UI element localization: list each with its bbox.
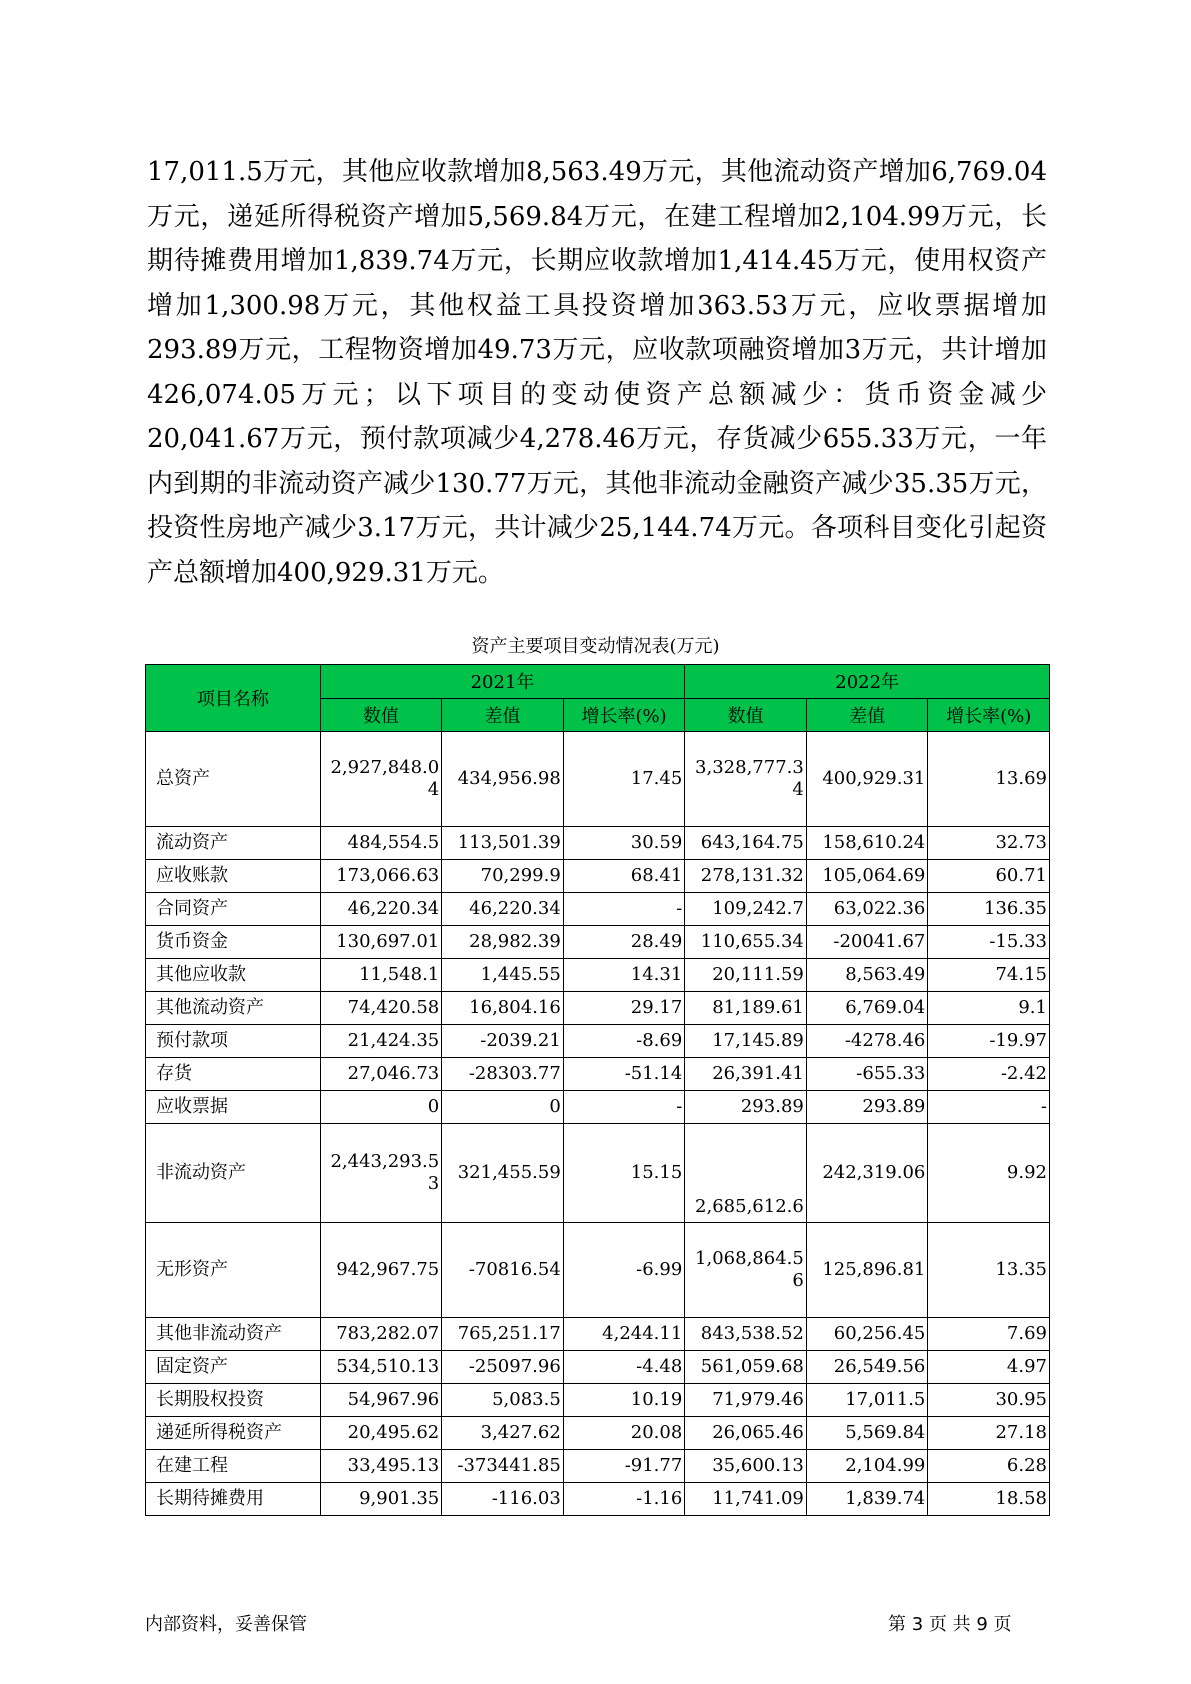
table-row	[146, 1124, 1050, 1223]
header-diff-2022: 差值	[806, 698, 928, 732]
cell-value-2021: 534,510.13	[320, 1351, 442, 1384]
table-row	[146, 1417, 1050, 1450]
cell-diff-2021: 5,083.5	[442, 1384, 564, 1417]
cell-diff-2022: 293.89	[806, 1091, 928, 1124]
cell-value-2022: 11,741.09	[685, 1483, 807, 1516]
cell-rate-2021: -	[563, 893, 685, 926]
cell-diff-2021: -28303.77	[442, 1058, 564, 1091]
cell-value-2021: 130,697.01	[320, 926, 442, 959]
table-row	[146, 1091, 1050, 1124]
cell-rate-2021: 68.41	[563, 860, 685, 893]
row-item-name: 货币资金	[146, 926, 321, 959]
cell-diff-2021: 3,427.62	[442, 1417, 564, 1450]
table-row	[146, 732, 1050, 827]
header-year-2021: 2021年	[320, 665, 685, 699]
cell-rate-2022: 136.35	[928, 893, 1050, 926]
row-item-name: 预付款项	[146, 1025, 321, 1058]
cell-rate-2021: -8.69	[563, 1025, 685, 1058]
cell-value-2021: 0	[320, 1091, 442, 1124]
table-row	[146, 827, 1050, 860]
cell-diff-2022: 242,319.06	[806, 1124, 928, 1223]
cell-value-2022: 561,059.68	[685, 1351, 807, 1384]
row-item-name: 其他应收款	[146, 959, 321, 992]
row-item-name: 其他非流动资产	[146, 1318, 321, 1351]
cell-value-2022: 643,164.75	[685, 827, 807, 860]
cell-rate-2021: 10.19	[563, 1384, 685, 1417]
cell-diff-2021: 70,299.9	[442, 860, 564, 893]
cell-diff-2022: 60,256.45	[806, 1318, 928, 1351]
table-row	[146, 1483, 1050, 1516]
row-item-name: 应收票据	[146, 1091, 321, 1124]
cell-diff-2022: 105,064.69	[806, 860, 928, 893]
cell-value-2022: 293.89	[685, 1091, 807, 1124]
cell-rate-2021: -91.77	[563, 1450, 685, 1483]
cell-rate-2022: 60.71	[928, 860, 1050, 893]
row-item-name: 应收账款	[146, 860, 321, 893]
cell-rate-2022: 7.69	[928, 1318, 1050, 1351]
cell-value-2021: 783,282.07	[320, 1318, 442, 1351]
cell-rate-2022: 32.73	[928, 827, 1050, 860]
table-row	[146, 1384, 1050, 1417]
row-item-name: 无形资产	[146, 1223, 321, 1318]
footer-confidential-note: 内部资料，妥善保管	[145, 1614, 307, 1635]
cell-rate-2021: 29.17	[563, 992, 685, 1025]
table-row	[146, 1351, 1050, 1384]
cell-diff-2021: 46,220.34	[442, 893, 564, 926]
cell-rate-2021: 4,244.11	[563, 1318, 685, 1351]
cell-diff-2021: 28,982.39	[442, 926, 564, 959]
cell-rate-2022: 9.92	[928, 1124, 1050, 1223]
cell-rate-2021: 17.45	[563, 732, 685, 827]
table-row	[146, 1450, 1050, 1483]
header-diff-2021: 差值	[442, 698, 564, 732]
table-row	[146, 992, 1050, 1025]
cell-rate-2022: 4.97	[928, 1351, 1050, 1384]
cell-diff-2021: 321,455.59	[442, 1124, 564, 1223]
cell-value-2022: 110,655.34	[685, 926, 807, 959]
row-item-name: 存货	[146, 1058, 321, 1091]
cell-diff-2021: 434,956.98	[442, 732, 564, 827]
paragraph-text: 17,011.5万元，其他应收款增加8,563.49万元，其他流动资产增加6,769.04万元，递延所得税资产增加5,569.84万元，在建工程增加2,104.99万元，长期待摊费用增加1,839.74万元，长期应收款增加1,414.45万元，使用权资产增加1,300.98万元，其他权益工具投资增加363.53万元，应收票据增加293.89万元，工程物资增加49.73万元，应收款项融资增加3万元，共计增加426,074.05万元；以下项目的变动使资产总额减少：货币资金减少20,041.67万元，预付款项减少4,278.46万元，存货减少655.33万元，一年内到期的非流动资产减少130.77万元，其他非流动金融资产减少35.35万元，投资性房地产减少3.17万元，共计减少25,144.74万元。各项科目变化引起资产总额增加400,929.31万元。	[147, 157, 1047, 588]
cell-rate-2021: 14.31	[563, 959, 685, 992]
cell-value-2022: 3,328,777.34	[685, 732, 807, 827]
cell-value-2021: 54,967.96	[320, 1384, 442, 1417]
row-item-name: 合同资产	[146, 893, 321, 926]
cell-rate-2022: 27.18	[928, 1417, 1050, 1450]
cell-rate-2021: 20.08	[563, 1417, 685, 1450]
cell-diff-2022: -4278.46	[806, 1025, 928, 1058]
table-row	[146, 926, 1050, 959]
cell-diff-2022: 6,769.04	[806, 992, 928, 1025]
cell-value-2022: 26,391.41	[685, 1058, 807, 1091]
cell-diff-2022: -20041.67	[806, 926, 928, 959]
header-value-2022: 数值	[685, 698, 807, 732]
cell-rate-2022: 18.58	[928, 1483, 1050, 1516]
cell-diff-2022: 17,011.5	[806, 1384, 928, 1417]
table-row	[146, 1318, 1050, 1351]
cell-rate-2021: -4.48	[563, 1351, 685, 1384]
cell-diff-2022: 2,104.99	[806, 1450, 928, 1483]
cell-diff-2022: 1,839.74	[806, 1483, 928, 1516]
header-rate-2022: 增长率(%)	[928, 698, 1050, 732]
cell-diff-2021: -373441.85	[442, 1450, 564, 1483]
cell-diff-2022: 5,569.84	[806, 1417, 928, 1450]
header-item-name: 项目名称	[146, 665, 321, 732]
cell-diff-2022: 125,896.81	[806, 1223, 928, 1318]
cell-diff-2021: 16,804.16	[442, 992, 564, 1025]
cell-rate-2021: 28.49	[563, 926, 685, 959]
table-row	[146, 959, 1050, 992]
table-caption: 资产主要项目变动情况表(万元)	[471, 636, 720, 657]
cell-rate-2021: -6.99	[563, 1223, 685, 1318]
cell-diff-2021: -2039.21	[442, 1025, 564, 1058]
cell-diff-2021: -116.03	[442, 1483, 564, 1516]
cell-value-2021: 27,046.73	[320, 1058, 442, 1091]
cell-rate-2021: -1.16	[563, 1483, 685, 1516]
cell-rate-2022: 6.28	[928, 1450, 1050, 1483]
row-item-name: 非流动资产	[146, 1124, 321, 1223]
cell-diff-2021: -70816.54	[442, 1223, 564, 1318]
cell-value-2021: 173,066.63	[320, 860, 442, 893]
cell-rate-2022: -15.33	[928, 926, 1050, 959]
cell-value-2022: 843,538.52	[685, 1318, 807, 1351]
table-row	[146, 1025, 1050, 1058]
cell-diff-2022: 400,929.31	[806, 732, 928, 827]
cell-value-2022: 2,685,612.6	[685, 1124, 807, 1223]
cell-value-2021: 21,424.35	[320, 1025, 442, 1058]
header-year-2022: 2022年	[685, 665, 1050, 699]
cell-value-2021: 2,443,293.53	[320, 1124, 442, 1223]
cell-rate-2022: 30.95	[928, 1384, 1050, 1417]
cell-rate-2022: -	[928, 1091, 1050, 1124]
cell-diff-2022: 63,022.36	[806, 893, 928, 926]
cell-value-2021: 20,495.62	[320, 1417, 442, 1450]
row-item-name: 流动资产	[146, 827, 321, 860]
row-item-name: 固定资产	[146, 1351, 321, 1384]
cell-value-2021: 2,927,848.04	[320, 732, 442, 827]
table-row	[146, 1223, 1050, 1318]
footer-page-number: 第 3 页 共 9 页	[888, 1614, 1012, 1635]
row-item-name: 长期股权投资	[146, 1384, 321, 1417]
cell-rate-2022: -19.97	[928, 1025, 1050, 1058]
cell-value-2022: 81,189.61	[685, 992, 807, 1025]
cell-diff-2022: 26,549.56	[806, 1351, 928, 1384]
cell-value-2022: 1,068,864.56	[685, 1223, 807, 1318]
cell-value-2021: 46,220.34	[320, 893, 442, 926]
header-value-2021: 数值	[320, 698, 442, 732]
cell-value-2022: 71,979.46	[685, 1384, 807, 1417]
asset-change-table	[145, 664, 1050, 1516]
row-item-name: 其他流动资产	[146, 992, 321, 1025]
header-rate-2021: 增长率(%)	[563, 698, 685, 732]
cell-rate-2022: -2.42	[928, 1058, 1050, 1091]
table-row	[146, 893, 1050, 926]
cell-rate-2022: 13.35	[928, 1223, 1050, 1318]
cell-value-2021: 484,554.5	[320, 827, 442, 860]
cell-diff-2021: 0	[442, 1091, 564, 1124]
cell-diff-2021: 1,445.55	[442, 959, 564, 992]
row-item-name: 长期待摊费用	[146, 1483, 321, 1516]
cell-rate-2021: -	[563, 1091, 685, 1124]
cell-value-2021: 942,967.75	[320, 1223, 442, 1318]
cell-value-2021: 33,495.13	[320, 1450, 442, 1483]
cell-rate-2021: -51.14	[563, 1058, 685, 1091]
cell-rate-2021: 15.15	[563, 1124, 685, 1223]
cell-diff-2022: 158,610.24	[806, 827, 928, 860]
cell-value-2022: 26,065.46	[685, 1417, 807, 1450]
row-item-name: 在建工程	[146, 1450, 321, 1483]
row-item-name: 总资产	[146, 732, 321, 827]
table-row	[146, 860, 1050, 893]
cell-value-2022: 278,131.32	[685, 860, 807, 893]
cell-value-2021: 11,548.1	[320, 959, 442, 992]
cell-rate-2022: 9.1	[928, 992, 1050, 1025]
cell-diff-2021: 765,251.17	[442, 1318, 564, 1351]
cell-diff-2021: -25097.96	[442, 1351, 564, 1384]
cell-value-2022: 17,145.89	[685, 1025, 807, 1058]
row-item-name: 递延所得税资产	[146, 1417, 321, 1450]
cell-diff-2022: 8,563.49	[806, 959, 928, 992]
cell-rate-2022: 13.69	[928, 732, 1050, 827]
cell-value-2022: 20,111.59	[685, 959, 807, 992]
cell-diff-2022: -655.33	[806, 1058, 928, 1091]
cell-rate-2021: 30.59	[563, 827, 685, 860]
body-paragraph	[147, 150, 1047, 595]
table-row	[146, 1058, 1050, 1091]
cell-value-2021: 74,420.58	[320, 992, 442, 1025]
cell-value-2022: 109,242.7	[685, 893, 807, 926]
cell-value-2022: 35,600.13	[685, 1450, 807, 1483]
cell-value-2021: 9,901.35	[320, 1483, 442, 1516]
cell-rate-2022: 74.15	[928, 959, 1050, 992]
cell-diff-2021: 113,501.39	[442, 827, 564, 860]
